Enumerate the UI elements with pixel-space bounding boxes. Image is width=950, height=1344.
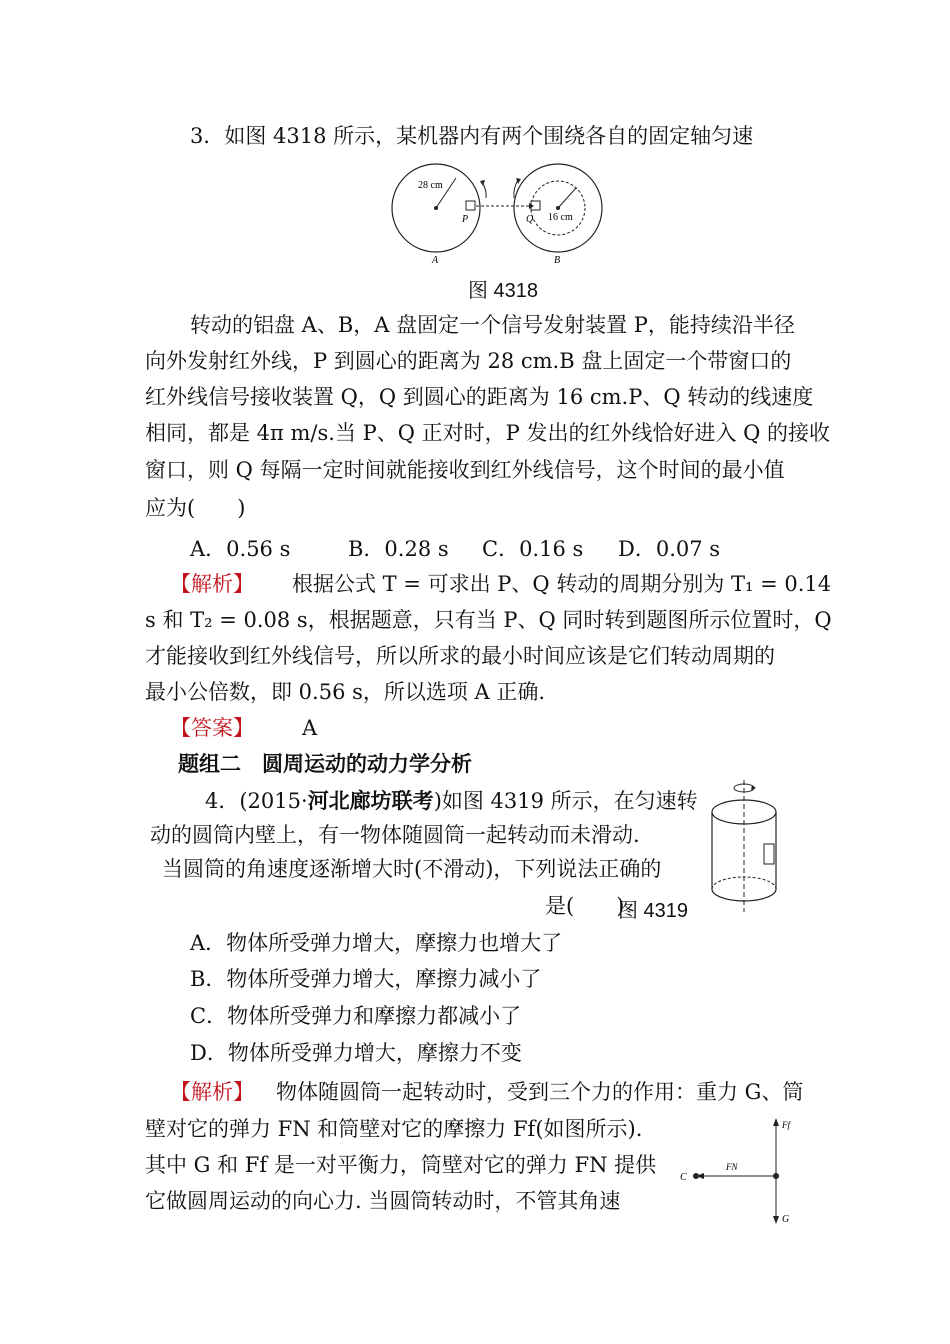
label-g: G bbox=[782, 1214, 790, 1225]
q3-analysis-line-3: 才能接收到红外线信号，所以所求的最小时间应该是它们转动周期的 bbox=[145, 644, 775, 668]
q3-line-7: 应为( ) bbox=[145, 496, 246, 520]
q3-line-3: 向外发射红外线，P 到圆心的距离为 28 cm.B 盘上固定一个带窗口的 bbox=[145, 349, 792, 373]
q3-option-b: B．0.28 s bbox=[348, 537, 449, 561]
q4-analysis-tag: 【解析】 bbox=[170, 1080, 254, 1104]
disk-diagram-4318 bbox=[390, 160, 612, 266]
q3-answer: A bbox=[302, 716, 318, 740]
label-p: P bbox=[462, 214, 469, 225]
label-ff: Ff bbox=[782, 1120, 790, 1130]
object-block bbox=[764, 844, 774, 864]
cylinder-diagram-4319 bbox=[708, 776, 778, 914]
label-b: B bbox=[554, 255, 561, 266]
q4-option-b: B．物体所受弹力增大，摩擦力减小了 bbox=[190, 967, 542, 991]
q3-option-d: D．0.07 s bbox=[618, 537, 721, 561]
label-c: C bbox=[680, 1172, 687, 1183]
q4-analysis-line-1: 物体随圆筒一起转动时，受到三个力的作用：重力 G、筒 bbox=[276, 1080, 804, 1104]
q3-analysis-line-2: s 和 T₂ = 0.08 s，根据题意，只有当 P、Q 同时转到题图所示位置时，Q bbox=[145, 608, 832, 632]
q3-line-1: 3．如图 4318 所示，某机器内有两个围绕各自的固定轴匀速 bbox=[190, 124, 754, 148]
q3-line-6: 窗口，则 Q 每隔一定时间就能接收到红外线信号，这个时间的最小值 bbox=[145, 458, 785, 482]
q3-line-2: 转动的铝盘 A、B，A 盘固定一个信号发射装置 P，能持续沿半径 bbox=[190, 313, 795, 337]
q3-line-4: 红外线信号接收装置 Q，Q 到圆心的距离为 16 cm.P、Q 转动的线速度 bbox=[145, 385, 814, 409]
q4-option-a: A．物体所受弹力增大，摩擦力也增大了 bbox=[190, 931, 563, 955]
figure-caption-4319: 图 4319 bbox=[618, 900, 689, 922]
q3-analysis-line-1: 根据公式 T = 可求出 P、Q 转动的周期分别为 T₁ = 0.14 bbox=[292, 572, 832, 596]
q4-analysis-line-2: 壁对它的弹力 FN 和筒壁对它的摩擦力 Ff(如图所示). bbox=[145, 1117, 643, 1141]
q3-analysis-tag: 【解析】 bbox=[170, 572, 254, 596]
emitter-p bbox=[466, 201, 475, 210]
label-fn: FN bbox=[726, 1162, 738, 1172]
q4-analysis-line-3: 其中 G 和 Ff 是一对平衡力，筒壁对它的弹力 FN 提供 bbox=[145, 1153, 657, 1177]
label-16cm: 16 cm bbox=[548, 212, 573, 223]
label-28cm: 28 cm bbox=[418, 180, 443, 191]
q3-option-a: A．0.56 s bbox=[190, 537, 291, 561]
q4-line-2: 动的圆筒内壁上，有一物体随圆筒一起转动而未滑动. bbox=[150, 823, 640, 847]
q4-line-4: 是( ) bbox=[545, 894, 625, 918]
q3-option-c: C．0.16 s bbox=[482, 537, 584, 561]
label-q: Q bbox=[526, 214, 534, 225]
q3-analysis-line-4: 最小公倍数，即 0.56 s，所以选项 A 正确. bbox=[145, 680, 546, 704]
label-a: A bbox=[432, 255, 439, 266]
section-title: 题组二 圆周运动的动力学分析 bbox=[178, 752, 472, 776]
q4-line-1: 4．(2015·河北廊坊联考)如图 4319 所示，在匀速转 bbox=[205, 789, 698, 813]
q3-line-5: 相同，都是 4π m/s.当 P、Q 正对时，P 发出的红外线恰好进入 Q 的接收 bbox=[145, 421, 831, 445]
q4-option-d: D．物体所受弹力增大，摩擦力不变 bbox=[190, 1041, 522, 1065]
q3-answer-tag: 【答案】 bbox=[170, 716, 254, 740]
force-diagram bbox=[674, 1116, 804, 1228]
q4-line-3: 当圆筒的角速度逐渐增大时(不滑动)，下列说法正确的 bbox=[162, 857, 662, 881]
q4-analysis-line-4: 它做圆周运动的向心力. 当圆筒转动时，不管其角速 bbox=[145, 1189, 621, 1213]
figure-caption-4318: 图 4318 bbox=[468, 280, 539, 302]
q4-option-c: C．物体所受弹力和摩擦力都减小了 bbox=[190, 1004, 522, 1028]
